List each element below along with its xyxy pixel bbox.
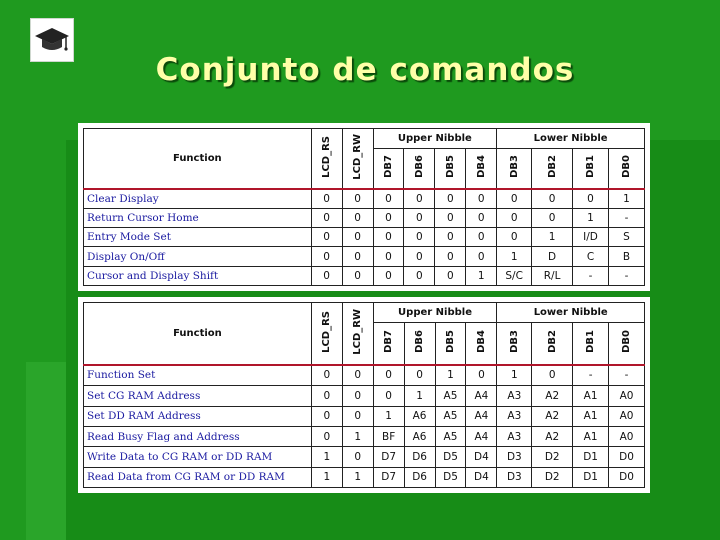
cell: - (608, 266, 644, 285)
header-bit-label: DB5 (444, 330, 456, 354)
cell: D2 (532, 467, 573, 487)
cell: 0 (532, 365, 573, 386)
table-row (84, 189, 645, 209)
table-row (84, 447, 645, 467)
cell: A5 (435, 386, 466, 406)
header-bit (532, 323, 573, 365)
cell: 1 (608, 189, 644, 209)
header-function: Function (84, 303, 312, 365)
header-bit (609, 323, 645, 365)
cell: 0 (404, 189, 435, 209)
table-row (84, 426, 645, 446)
header-bit-label: DB1 (585, 155, 596, 179)
table-row (84, 228, 645, 247)
cell: A3 (497, 386, 532, 406)
header-bit (404, 149, 435, 189)
cell: A5 (435, 426, 466, 446)
cell: A4 (466, 406, 497, 426)
cell: B (608, 247, 644, 266)
cell: 1 (466, 266, 497, 285)
header-bit-label: DB1 (585, 330, 597, 354)
cell: 0 (311, 406, 342, 426)
cell: C (573, 247, 609, 266)
cell: 1 (497, 365, 532, 386)
cell: - (573, 266, 609, 285)
cell: D4 (466, 447, 497, 467)
cell: I/D (573, 228, 609, 247)
cell: A0 (609, 386, 645, 406)
cell: A2 (532, 426, 573, 446)
cell: D (532, 247, 573, 266)
command-table-2 (78, 297, 650, 493)
header-bit (466, 323, 497, 365)
header-bit-label: DB3 (508, 155, 520, 179)
header-function: Function (84, 129, 312, 189)
header-lower-nibble: Lower Nibble (497, 129, 645, 149)
header-bit-label: DB5 (444, 155, 456, 179)
cell: 1 (373, 406, 404, 426)
cell: 1 (311, 467, 342, 487)
function-name: Return Cursor Home (84, 208, 312, 227)
cell: D2 (532, 447, 573, 467)
cell: 0 (373, 208, 404, 227)
header-upper-nibble: Upper Nibble (373, 303, 497, 323)
header-bit-label: DB2 (546, 330, 558, 354)
cell: 0 (435, 266, 466, 285)
cell: 0 (342, 386, 373, 406)
cell: 0 (497, 228, 532, 247)
cell: S/C (497, 266, 532, 285)
cell: D5 (435, 447, 466, 467)
cell: BF (373, 426, 404, 446)
cell: D1 (573, 467, 609, 487)
cell: 0 (311, 386, 342, 406)
table-row (84, 266, 645, 285)
cell: A2 (532, 386, 573, 406)
header-bit (573, 323, 609, 365)
cell: A0 (609, 426, 645, 446)
cell: 1 (342, 467, 373, 487)
cell: 0 (404, 228, 435, 247)
function-name: Read Data from CG RAM or DD RAM (84, 467, 312, 487)
cell: A1 (573, 426, 609, 446)
cell: 1 (311, 447, 342, 467)
table-row (84, 406, 645, 426)
header-bit-label: DB0 (620, 155, 632, 179)
cell: 0 (342, 228, 373, 247)
cell: D3 (497, 447, 532, 467)
header-lower-nibble: Lower Nibble (497, 303, 645, 323)
function-name: Display On/Off (84, 247, 312, 266)
header-lcd-rs-label: LCD_RS (321, 310, 333, 353)
cell: 0 (342, 447, 373, 467)
cell: 0 (311, 189, 342, 209)
table-row (84, 365, 645, 386)
function-name: Set DD RAM Address (84, 406, 312, 426)
cell: D0 (609, 467, 645, 487)
cell: 0 (311, 208, 342, 227)
cell: 0 (311, 365, 342, 386)
cell: 0 (466, 208, 497, 227)
header-bit-label: DB4 (475, 330, 487, 354)
cell: D0 (609, 447, 645, 467)
cell: A0 (609, 406, 645, 426)
cell: 0 (466, 228, 497, 247)
cell: D7 (373, 447, 404, 467)
header-bit (373, 323, 404, 365)
cell: 0 (311, 426, 342, 446)
cell: 0 (435, 228, 466, 247)
header-bit (373, 149, 404, 189)
cell: 0 (311, 228, 342, 247)
cell: 1 (435, 365, 466, 386)
cell: 0 (497, 189, 532, 209)
cell: 0 (435, 189, 466, 209)
header-lcd-rs (311, 303, 342, 365)
cell: 0 (497, 208, 532, 227)
header-bit (573, 149, 609, 189)
background-band (26, 362, 66, 540)
function-name: Set CG RAM Address (84, 386, 312, 406)
cell: 0 (342, 365, 373, 386)
cell: 0 (532, 189, 573, 209)
cell: D3 (497, 467, 532, 487)
cell: 0 (466, 247, 497, 266)
cell: A6 (404, 426, 435, 446)
header-lcd-rw (342, 129, 373, 189)
cell: A1 (573, 386, 609, 406)
cell: A5 (435, 406, 466, 426)
cell: 0 (404, 365, 435, 386)
cell: 1 (404, 386, 435, 406)
command-table-1 (78, 123, 650, 291)
header-lcd-rs-label: LCD_RS (321, 135, 333, 178)
header-bit-label: DB0 (621, 330, 633, 354)
header-bit (497, 149, 532, 189)
header-bit-label: DB6 (414, 330, 426, 354)
header-bit (404, 323, 435, 365)
cell: A2 (532, 406, 573, 426)
cell: 0 (373, 365, 404, 386)
function-name: Function Set (84, 365, 312, 386)
cell: 0 (435, 208, 466, 227)
cell: 0 (342, 266, 373, 285)
cell: 0 (404, 266, 435, 285)
cell: D7 (373, 467, 404, 487)
cell: - (573, 365, 609, 386)
cell: A4 (466, 386, 497, 406)
cell: 0 (404, 247, 435, 266)
cell: 0 (342, 406, 373, 426)
header-bit-label: DB3 (508, 330, 520, 354)
header-bit-label: DB4 (475, 155, 487, 179)
cell: - (608, 208, 644, 227)
cell: 0 (373, 189, 404, 209)
cell: 0 (435, 247, 466, 266)
cell: 0 (311, 266, 342, 285)
cell: 0 (342, 189, 373, 209)
cell: S (608, 228, 644, 247)
cell: D1 (573, 447, 609, 467)
table-row (84, 467, 645, 487)
header-bit (497, 323, 532, 365)
cell: D6 (404, 467, 435, 487)
table-row (84, 208, 645, 227)
cell: 1 (497, 247, 532, 266)
header-lcd-rs (311, 129, 342, 189)
header-upper-nibble: Upper Nibble (373, 129, 497, 149)
cell: 0 (466, 189, 497, 209)
cell: 0 (373, 228, 404, 247)
header-bit (435, 149, 466, 189)
slide-title: Conjunto de comandos (155, 52, 575, 88)
cell: 0 (532, 208, 573, 227)
header-bit-label: DB2 (546, 155, 558, 179)
header-lcd-rw-label: LCD_RW (352, 133, 364, 180)
cell: 0 (466, 365, 497, 386)
header-bit (532, 149, 573, 189)
cell: A6 (404, 406, 435, 426)
cell: 0 (404, 208, 435, 227)
cell: 1 (342, 426, 373, 446)
header-bit (466, 149, 497, 189)
cell: A1 (573, 406, 609, 426)
header-bit-label: DB6 (413, 155, 425, 179)
cell: A4 (466, 426, 497, 446)
cell: 0 (373, 386, 404, 406)
cell: 1 (532, 228, 573, 247)
header-bit (435, 323, 466, 365)
table-row (84, 247, 645, 266)
cell: D4 (466, 467, 497, 487)
function-name: Entry Mode Set (84, 228, 312, 247)
header-lcd-rw (342, 303, 373, 365)
cell: 0 (373, 266, 404, 285)
cell: A3 (497, 426, 532, 446)
function-name: Cursor and Display Shift (84, 266, 312, 285)
function-name: Read Busy Flag and Address (84, 426, 312, 446)
cell: R/L (532, 266, 573, 285)
function-name: Write Data to CG RAM or DD RAM (84, 447, 312, 467)
cell: 0 (311, 247, 342, 266)
function-name: Clear Display (84, 189, 312, 209)
cell: 1 (573, 208, 609, 227)
header-bit-label: DB7 (383, 330, 395, 354)
header-lcd-rw-label: LCD_RW (352, 308, 364, 355)
table-row (84, 386, 645, 406)
cell: 0 (573, 189, 609, 209)
cell: D5 (435, 467, 466, 487)
cell: 0 (342, 247, 373, 266)
cell: 0 (373, 247, 404, 266)
cell: - (609, 365, 645, 386)
cell: D6 (404, 447, 435, 467)
header-bit-label: DB7 (382, 155, 394, 179)
header-bit (608, 149, 644, 189)
cell: A3 (497, 406, 532, 426)
cell: 0 (342, 208, 373, 227)
